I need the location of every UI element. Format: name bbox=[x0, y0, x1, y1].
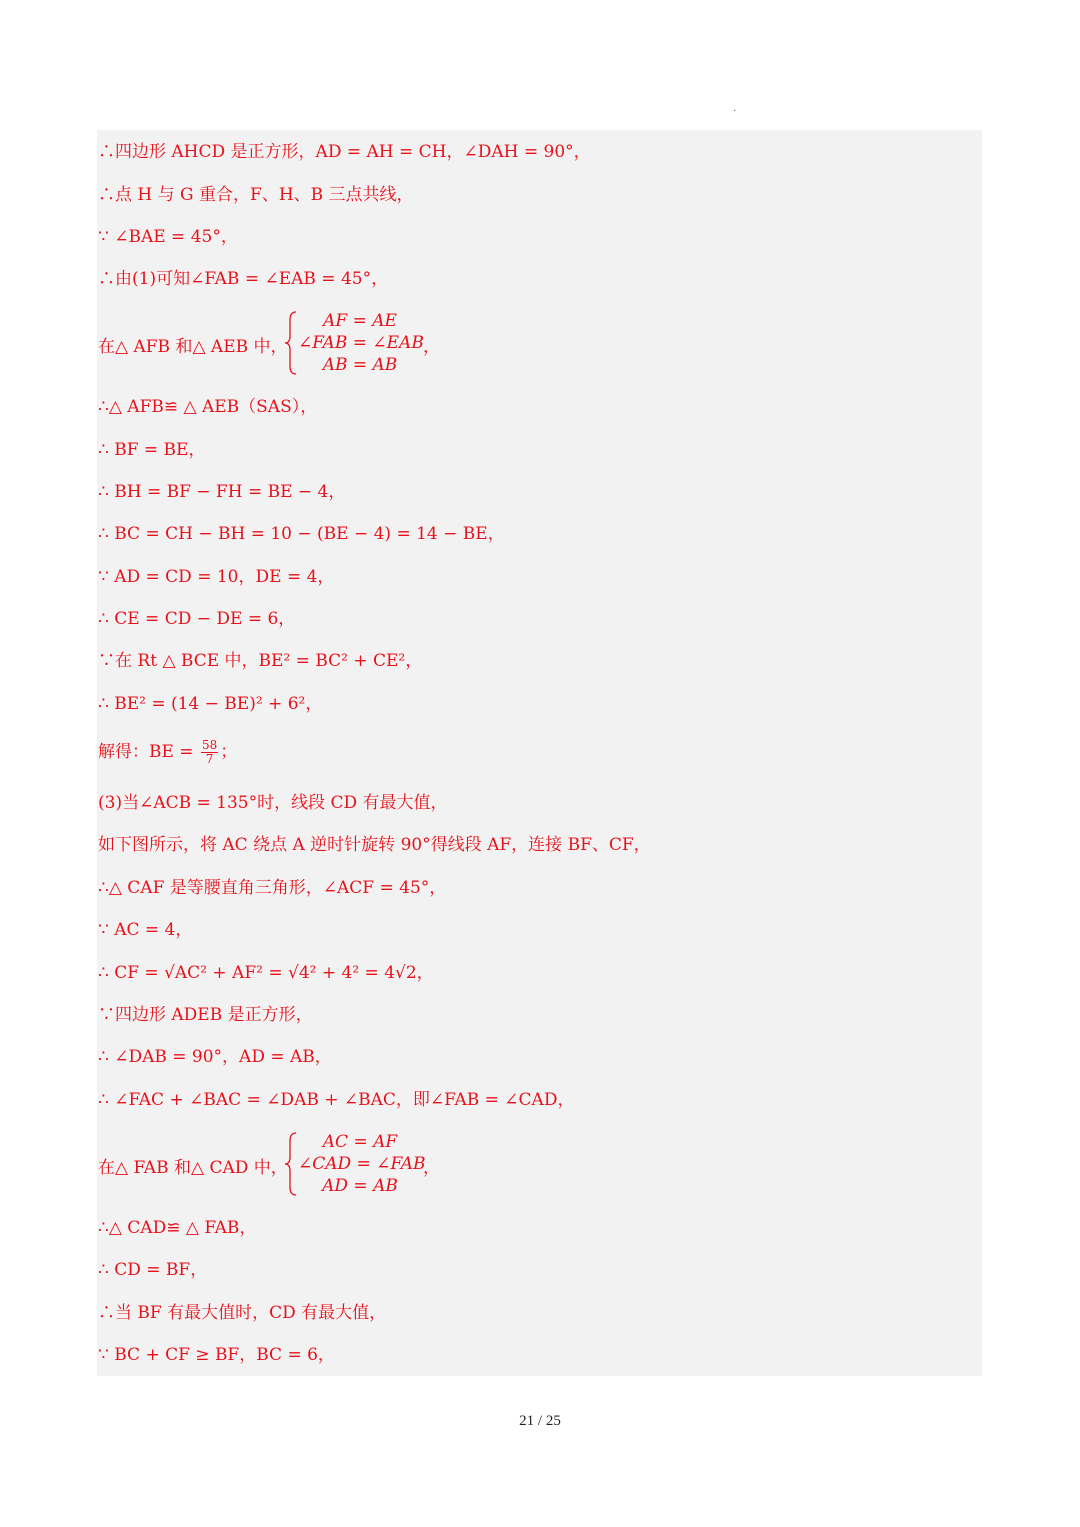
system-row: ∠CAD = ∠FAB bbox=[298, 1154, 426, 1174]
solution-line: ∵四边形 ADEB 是正方形， bbox=[98, 1005, 313, 1025]
fraction-numerator: 58 bbox=[201, 738, 218, 752]
solution-line: ∴ BC = CH − BH = 10 − (BE − 4) = 14 − BE， bbox=[98, 524, 505, 544]
system-lead: 在△ FAB 和△ CAD 中， bbox=[98, 1158, 288, 1178]
system-tail: ， bbox=[423, 337, 440, 357]
system-row: AD = AB bbox=[322, 1176, 398, 1196]
header-mark: . bbox=[733, 103, 737, 114]
solution-line: ∴ CE = CD − DE = 6， bbox=[98, 609, 296, 629]
system-row: AF = AE bbox=[323, 311, 397, 331]
solution-line: ∴△ CAD≌ △ FAB， bbox=[98, 1218, 257, 1238]
solution-line: ∴△ CAF 是等腰直角三角形，∠ACF = 45°， bbox=[98, 878, 447, 898]
system-row: AC = AF bbox=[322, 1132, 398, 1152]
solution-line: ∵ BC + CF ≥ BF，BC = 6， bbox=[98, 1345, 335, 1365]
fraction bbox=[201, 739, 218, 766]
solution-line: ∵ ∠BAE = 45°， bbox=[98, 227, 238, 247]
system-row: ∠FAB = ∠EAB bbox=[298, 333, 424, 353]
solve-suffix: ； bbox=[220, 742, 238, 762]
solution-line: ∴由(1)可知∠FAB = ∠EAB = 45°， bbox=[98, 269, 389, 289]
solution-line: ∵在 Rt △ BCE 中，BE² = BC² + CE²， bbox=[98, 651, 423, 671]
solution-line: ∴ ∠DAB = 90°，AD = AB， bbox=[98, 1047, 332, 1067]
solution-line: ∴ ∠FAC + ∠BAC = ∠DAB + ∠BAC，即∠FAB = ∠CAD， bbox=[98, 1090, 575, 1110]
solution-line: ∴ BE² = (14 − BE)² + 6²， bbox=[98, 694, 323, 714]
solution-line: 如下图所示，将 AC 绕点 A 逆时针旋转 90°得线段 AF，连接 BF、CF， bbox=[98, 835, 651, 855]
solution-line: ∴△ AFB≌ △ AEB（SAS）， bbox=[98, 397, 318, 417]
system-tail: ， bbox=[423, 1158, 440, 1178]
system-row: AB = AB bbox=[322, 355, 398, 375]
solution-line: ∴ BH = BF − FH = BE − 4， bbox=[98, 482, 346, 502]
fraction-denominator: 7 bbox=[205, 752, 214, 766]
left-brace-icon bbox=[284, 310, 298, 376]
system-lead: 在△ AFB 和△ AEB 中， bbox=[98, 337, 288, 357]
solution-line: ∵ AC = 4， bbox=[98, 920, 193, 940]
solution-line: ∴ BF = BE， bbox=[98, 440, 206, 460]
solution-line: ∴四边形 AHCD 是正方形，AD = AH = CH，∠DAH = 90°， bbox=[98, 142, 591, 162]
solution-line: (3)当∠ACB = 135°时，线段 CD 有最大值， bbox=[98, 793, 448, 813]
page-number: 21 / 25 bbox=[519, 1413, 561, 1429]
solution-line: ∴ CD = BF， bbox=[98, 1260, 208, 1280]
solve-prefix: 解得：BE = bbox=[98, 742, 199, 762]
solve-line bbox=[98, 737, 237, 767]
left-brace-icon bbox=[284, 1131, 298, 1197]
solution-line: ∴点 H 与 G 重合，F、H、B 三点共线， bbox=[98, 185, 414, 205]
solution-block bbox=[97, 130, 982, 1376]
solution-line: ∵ AD = CD = 10，DE = 4， bbox=[98, 567, 335, 587]
solution-line: ∴ CF = √AC² + AF² = √4² + 4² = 4√2， bbox=[98, 963, 434, 983]
solution-line: ∴当 BF 有最大值时，CD 有最大值， bbox=[98, 1303, 387, 1323]
